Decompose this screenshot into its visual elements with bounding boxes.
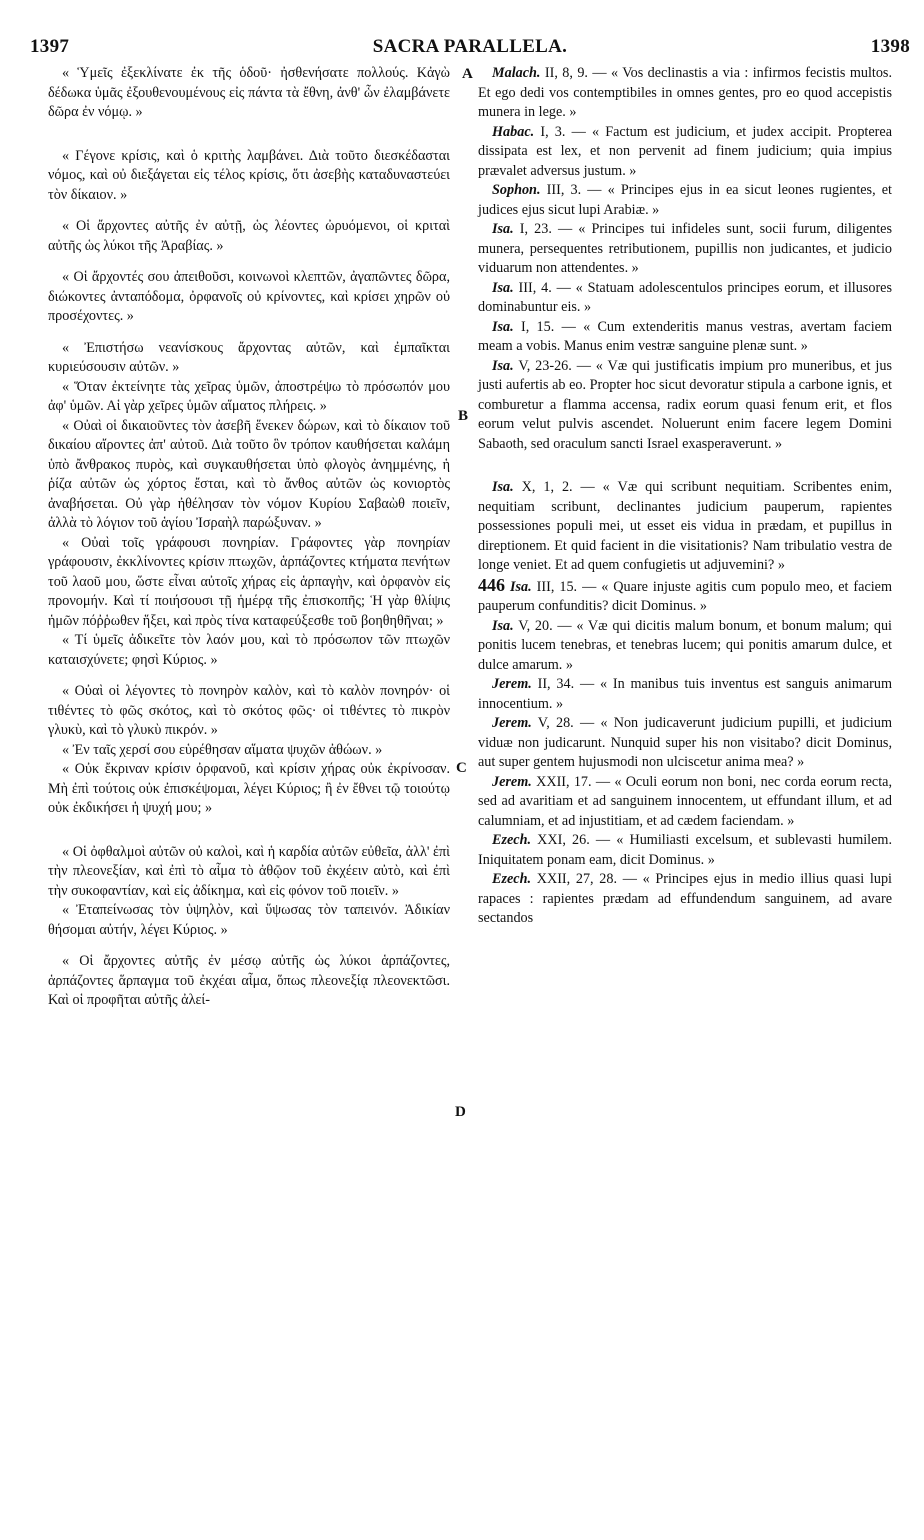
scripture-reference: Sophon. (492, 182, 541, 198)
scripture-reference: Isa. (492, 318, 514, 335)
greek-passage: « Οὐαὶ τοῖς γράφουσι πονηρίαν. Γράφοντες γὰρ πονηρίαν γράφουσιν, ἐκκλίνοντες κρίσιν πτωχῶν, ἁρπάζοντες κτήματα πενήτων τοῦ λαοῦ μου, ὥστε εἶναι αὐτοῖς χήρας εἰς ἁρπαγὴν, καὶ ὀρφανὸν εἰς προνομήν. Καὶ τί ποιήσουσι τῇ ἡμέρᾳ τῆς ἐπισκοπῆς; Ἡ γὰρ θλίψις ἡμῶν πόῤῥωθεν ἥξει, καὶ πρὸς τίνα καταφεύξεσθε τοῦ βοηθηθῆναι; » (48, 534, 450, 629)
page-header (30, 36, 910, 62)
scripture-reference: Habac. (492, 123, 535, 140)
left-page-number: 1397 (30, 36, 70, 57)
scripture-reference: Isa. (492, 357, 514, 374)
column-marker-b: B (458, 408, 469, 424)
latin-passage: Habac. I, 3. — « Factum est judicium, et judex accipit. Propterea dissipata est lex, et non pervenit ad finem judicium; quia impius prævalet adversus justum. » (478, 123, 892, 179)
greek-passage: « Οἱ ἄρχοντες αὐτῆς ἐν μέσῳ αὐτῆς ὡς λύκοι ἁρπάζοντες, ἁρπάζοντες ἅρπαγμα τοῦ ἐκχέαι αἷμα, ὅπως πλεονεξίᾳ πλεονεκτῶσι. Καὶ οἱ προφῆται αὐτῆς ἀλεί- (48, 953, 450, 1008)
latin-passage: Sophon. III, 3. — « Principes ejus in ea sicut leones rugientes, et judices ejus sicut lupi Arabiæ. » (478, 182, 893, 218)
greek-passage: « Ἐν ταῖς χερσί σου εὑρέθησαν αἵματα ψυχῶν ἀθώων. » (62, 741, 383, 758)
scripture-reference: Isa. (492, 279, 514, 296)
latin-passage: Isa. X, 1, 2. — « Væ qui scribunt nequitiam. Scribentes enim, nequitiam scribunt, declinantes judicium pauperum, rapientes possessiones populi mei, ut esset eis vidua in prædam, et pupillus in direptionem. Et quid facient in die visitationis? Nam tribulatio vestra de longe veniet. Et ad quem confugietis ut adjuvemini? » (478, 479, 892, 573)
scripture-reference: Malach. (492, 65, 541, 81)
scripture-reference: Isa. (492, 479, 514, 495)
greek-passage: « Οὐαὶ οἱ λέγοντες τὸ πονηρὸν καλὸν, καὶ τὸ καλὸν πονηρόν· οἱ τιθέντες τὸ φῶς σκότος, καὶ τὸ σκότος φῶς· οἱ τιθέντες τὸ πικρὸν γλυκὺ, καὶ τὸ γλυκὺ πικρόν. » (48, 683, 450, 738)
scripture-reference: Isa. (492, 221, 514, 237)
scripture-reference: Jerem. (492, 676, 532, 692)
latin-passage: Isa. I, 15. — « Cum extenderitis manus vestras, avertam faciem meam a vobis. Manus enim vestræ sanguine plenæ sunt. » (478, 318, 892, 354)
column-marker-a: A (462, 66, 473, 82)
right-page-number: 1398 (870, 36, 910, 57)
latin-passage: Isa. V, 20. — « Væ qui dicitis malum bonum, et bonum malum; qui ponitis lucem tenebras, et tenebras lucem; qui ponitis amarum dulce, et dulce amarum. » (478, 617, 892, 673)
greek-passage: « Οἱ ὀφθαλμοὶ αὐτῶν οὐ καλοὶ, καὶ ἡ καρδία αὐτῶν εὐθεῖα, ἀλλ' ἐπὶ τὴν πλεονεξίαν, καὶ ἐπὶ τὸ αἷμα τὸ ἀθῷον τοῦ ἐκχέειν αὐτὸ, καὶ ἐπὶ τὴν συκοφαντίαν, καὶ εἰς ἀδίκημα, καὶ εἰς φόνον τοῦ ποιεῖν. » (48, 843, 450, 899)
greek-passage: « Οὐαὶ οἱ δικαιοῦντες τὸν ἀσεβῆ ἕνεκεν δώρων, καὶ τὸ δίκαιον τοῦ δικαίου αἴροντες ἀπ' αὐτοῦ. Διὰ τοῦτο ὃν τρόπον καυθήσεται καλάμη ὑπὸ ἄνθρακος πυρὸς, καὶ συγκαυθήσεται ὑπὸ φλογὸς ἀνημμένης, ἡ ῥίζα αὐτῶν ὡς χόρτος ἔσται, καὶ τὸ ἄνθος αὐτῶν ὡς κονιορτὸς ἀναβήσεται. Οὐ γὰρ ἠθέλησαν τὸν νόμον Κυρίου Σαβαὼθ ποιεῖν, ἀλλὰ τὸ λόγιον τοῦ ἁγίου Ἰσραὴλ παρώξυναν. » (48, 417, 450, 531)
column-marker-c: C (456, 760, 467, 776)
greek-passage: « Τί ὑμεῖς ἀδικεῖτε τὸν λαόν μου, καὶ τὸ πρόσωπον τῶν πτωχῶν καταισχύνετε; φησὶ Κύριος. » (48, 632, 450, 668)
greek-passage: « Γέγονε κρίσις, καὶ ὁ κριτὴς λαμβάνει. Διὰ τοῦτο διεσκέδασται νόμος, καὶ οὐ διεξάγεται εἰς τέλος κρίσις, ὅτι ἀσεβὴς καταδυναστεύει τὸν δίκαιον. » (48, 147, 450, 203)
scripture-reference: Ezech. (492, 871, 532, 887)
latin-passage: Jerem. II, 34. — « In manibus tuis inventus est sanguis animarum innocentium. » (478, 676, 893, 712)
scripture-reference: Isa. (509, 578, 532, 595)
latin-passage: Ezech. XXI, 26. — « Humiliasti excelsum, et sublevasti humilem. Iniquitatem ponam eam, dicit Dominus. » (478, 832, 892, 868)
scripture-reference: Jerem. (492, 715, 532, 731)
greek-passage: « Ὑμεῖς ἐξεκλίνατε ἐκ τῆς ὁδοῦ· ἠσθενήσατε πολλούς. Κἀγὼ δέδωκα ὑμᾶς ἐξουθενουμένους εἰς πάντα τὰ ἔθνη, ἀνθ' ὧν ἐλαμβάνετε δῶρα ἐν νόμῳ. » (48, 65, 450, 120)
column-number: 446 (478, 574, 505, 595)
scripture-reference: Jerem. (492, 773, 532, 790)
greek-passage: « Ἐπιστήσω νεανίσκους ἄρχοντας αὐτῶν, καὶ ἐμπαῖκται κυριεύσουσιν αὐτῶν. » (48, 339, 450, 375)
latin-passage: Isa. I, 23. — « Principes tui infideles sunt, socii furum, diligentes munera, persequentes retributionem, pupillis non judicantes, et judicio viduarum non attendentes. » (478, 221, 892, 276)
greek-column (48, 64, 450, 1011)
latin-passage: Jerem. V, 28. — « Non judicaverunt judicium pupilli, et judicium viduæ non judicarunt. Nunquid super his non visitabo? dicit Dominus, aut super gentem hujusmodi non ulciscetur anima mea? » (478, 715, 892, 770)
greek-passage: « Ἐταπείνωσας τὸν ὑψηλὸν, καὶ ὕψωσας τὸν ταπεινόν. Ἀδικίαν θήσομαι αὐτήν, λέγει Κύριος. » (48, 902, 450, 938)
column-marker-d: D (455, 1104, 466, 1120)
latin-passage: Ezech. XXII, 27, 28. — « Principes ejus in medio illius quasi lupi rapaces : rapientes prædam ad effundendum sanguinem, ad avare sectandos (478, 871, 892, 926)
greek-passage: « Οἱ ἄρχοντές σου ἀπειθοῦσι, κοινωνοὶ κλεπτῶν, ἀγαπῶντες δῶρα, διώκοντες ἀνταπόδομα, ὀρφανοῖς οὐ κρίνοντες, καὶ κρίσει χηρῶν οὐ προσέχοντες. » (48, 269, 450, 324)
greek-passage: « Οὐκ ἔκριναν κρίσιν ὀρφανοῦ, καὶ κρίσιν χήρας οὐκ ἐκρίνοσαν. Μὴ ἐπὶ τούτοις οὐκ ἐπισκέψομαι, λέγει Κύριος; ἢ ἐν ἔθνει τῷ τοιούτῳ οὐκ ἐκδικήσει ἡ ψυχή μου; » (48, 761, 450, 816)
scripture-reference: Isa. (492, 617, 514, 634)
latin-passage: Malach. II, 8, 9. — « Vos declinastis a via : infirmos fecistis multos. Et ego dedi vos contemptibiles in omnes gentes, pro eo quod accepistis munera in lege. » (478, 65, 892, 120)
running-title: SACRA PARALLELA. (372, 36, 568, 57)
latin-passage: Jerem. XXII, 17. — « Oculi eorum non boni, nec corda eorum recta, sed ad avaritiam et ad sanguinem innocentem, ut effundant illum, et ad calumniam, et ad injustitiam, et ad cædem faciendam. » (478, 773, 892, 829)
greek-passage: « Οἱ ἄρχοντες αὐτῆς ἐν αὐτῇ, ὡς λέοντες ὠρυόμενοι, οἱ κριταὶ αὐτῆς ὡς λύκοι τῆς Ἀραβίας. » (48, 218, 450, 254)
latin-passage: Isa. V, 23-26. — « Væ qui justificatis impium pro muneribus, et jus justi aufertis ab eo. Propter hoc sicut devoratur stipula a carbone ignis, et comburetur a flamma accensa, radix eorum quasi fenum erit, et flos eorum velut pulvis ascendet. Noluerunt enim facere legem Domini Sabaoth, sed oraculum sancti Israel exasperaverunt. » (478, 357, 892, 452)
greek-passage: « Ὅταν ἐκτείνητε τὰς χεῖρας ὑμῶν, ἀποστρέψω τὸ πρόσωπόν μου ἀφ' ὑμῶν. Αἱ γὰρ χεῖρες ὑμῶν αἵματος πλήρεις. » (48, 378, 450, 414)
latin-column (478, 64, 892, 929)
latin-passage: 446 Isa. III, 15. — « Quare injuste agitis cum populo meo, et faciem pauperum confunditis? dicit Dominus. » (478, 574, 893, 614)
latin-passage: Isa. III, 4. — « Statuam adolescentulos principes eorum, et illusores dominabuntur eis. » (478, 279, 893, 315)
scripture-reference: Ezech. (492, 832, 532, 848)
